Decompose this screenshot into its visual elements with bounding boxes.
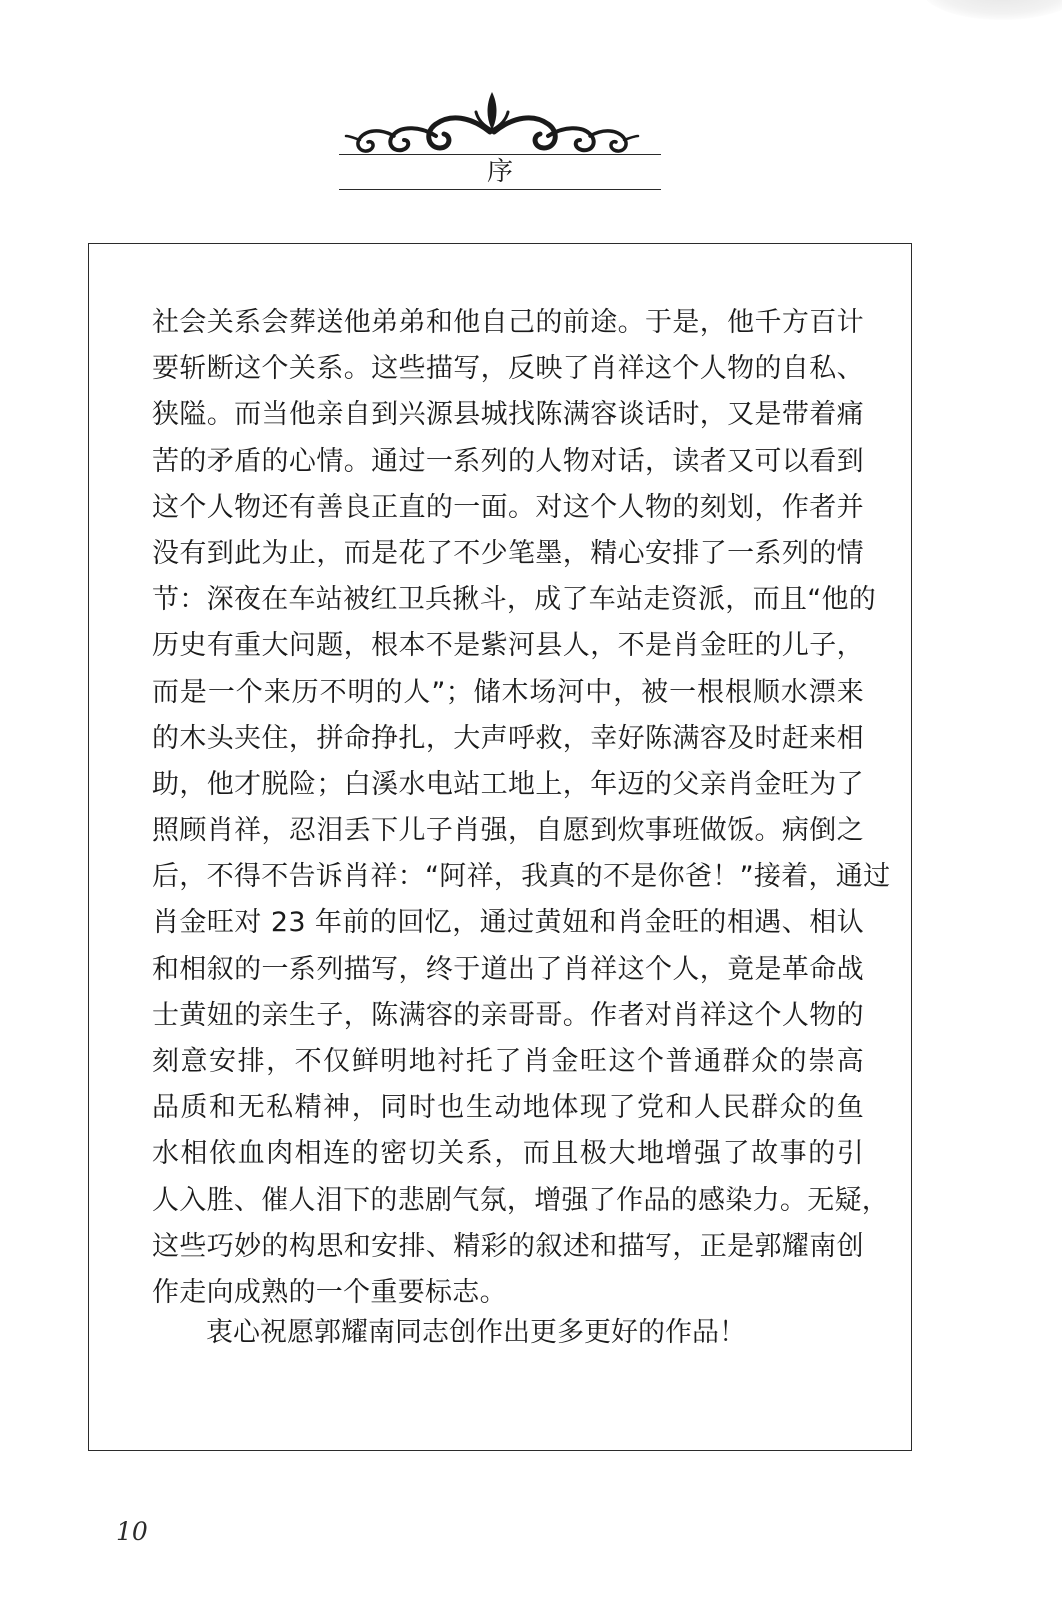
text-line: 节：深夜在车站被红卫兵揪斗，成了车站走资派，而且“他的: [152, 584, 877, 616]
text-line: 士黄妞的亲生子，陈满容的亲哥哥。作者对肖祥这个人物的: [152, 999, 864, 1031]
text-line: 助，他才脱险；白溪水电站工地上，年迈的父亲肖金旺为了: [152, 768, 864, 800]
scroll-ornament-icon: [340, 86, 645, 164]
text-line: 照顾肖祥，忍泪丢下儿子肖强，自愿到炊事班做饭。病倒之: [152, 815, 864, 847]
text-line: 后，不得不告诉肖祥：“阿祥，我真的不是你爸！”接着，通过: [152, 861, 891, 893]
text-line: 狭隘。而当他亲自到兴源县城找陈满容谈话时，又是带着痛: [152, 399, 864, 431]
text-line: 水相依血肉相连的密切关系，而且极大地增强了故事的引: [152, 1138, 864, 1170]
text-line: 作走向成熟的一个重要标志。: [152, 1276, 507, 1308]
text-line: 品质和无私精神，同时也生动地体现了党和人民群众的鱼: [152, 1092, 864, 1124]
text-line: 苦的矛盾的心情。通过一系列的人物对话，读者又可以看到: [152, 445, 864, 477]
scan-corner-shade: [922, 0, 1062, 20]
text-line: 和相叙的一系列描写，终于道出了肖祥这个人，竟是革命战: [152, 953, 864, 985]
text-line: 这个人物还有善良正直的一面。对这个人物的刻划，作者并: [152, 491, 864, 523]
text-line: 社会关系会葬送他弟弟和他自己的前途。于是，他千方百计: [152, 307, 864, 338]
text-line: 刻意安排，不仅鲜明地衬托了肖金旺这个普通群众的崇高: [152, 1046, 864, 1077]
closing-line: 衷心祝愿郭耀南同志创作出更多更好的作品！: [206, 1317, 746, 1348]
text-line: 肖金旺对 23 年前的回忆，通过黄妞和肖金旺的相遇、相认: [152, 907, 864, 939]
page-number: 10: [116, 1517, 148, 1546]
heading-bottom-rule: [339, 189, 661, 190]
text-line: 的木头夹住，拼命挣扎，大声呼救，幸好陈满容及时赶来相: [152, 722, 864, 754]
text-line: 历史有重大问题，根本不是紫河县人，不是肖金旺的儿子，: [152, 630, 864, 662]
text-line: 而是一个来历不明的人”；储木场河中，被一根根顺水漂来: [152, 676, 864, 708]
text-line: 要斩断这个关系。这些描写，反映了肖祥这个人物的自私、: [152, 353, 864, 385]
heading-top-rule: [339, 154, 661, 155]
section-heading: 序: [486, 157, 513, 187]
text-line: 人入胜、催人泪下的悲剧气氛，增强了作品的感染力。无疑，: [152, 1184, 890, 1216]
text-line: 这些巧妙的构思和安排、精彩的叙述和描写，正是郭耀南创: [152, 1230, 864, 1262]
text-line: 没有到此为止，而是花了不少笔墨，精心安排了一系列的情: [152, 537, 864, 569]
body-text: [152, 300, 891, 1316]
